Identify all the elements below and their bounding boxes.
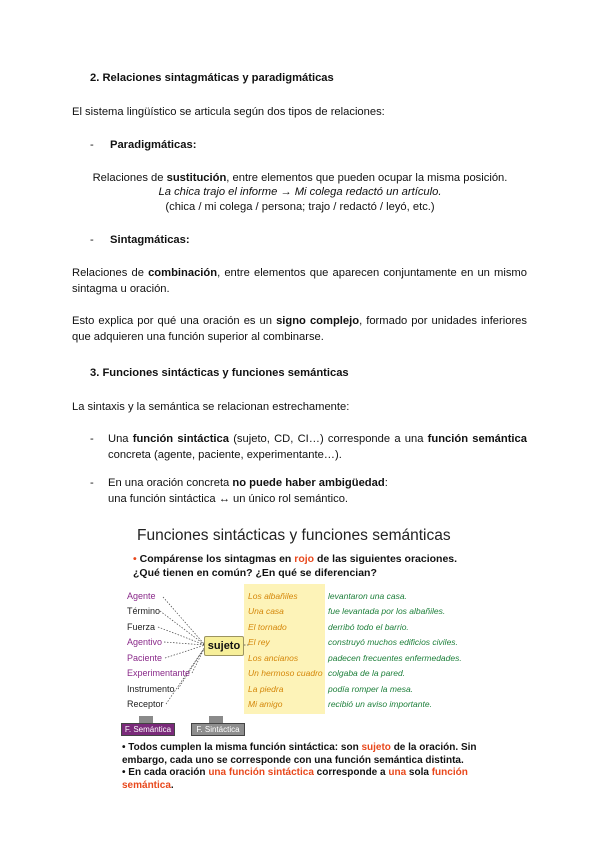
slide-question: • Compárense los sintagmas en rojo de las siguientes oraciones. ¿Qué tienen en común? ¿En qué se diferencian?: [133, 553, 458, 579]
paradigmatic-alternatives: (chica / mi colega / persona; trajo / redactó / leyó, etc.): [165, 201, 435, 213]
subject-phrase: Un hermoso cuadro: [248, 668, 323, 678]
section-3-intro: La sintaxis y la semántica se relacionan estrechamente:: [72, 401, 350, 413]
subject-phrase: Mi amigo: [248, 699, 283, 709]
paradigmatic-definition: Relaciones de sustitución, entre elementos que pueden ocupar la misma posición.: [92, 172, 508, 184]
subject-phrase: El tornado: [248, 622, 287, 632]
bullet-dash: -: [90, 234, 94, 246]
subject-phrase: Los ancianos: [248, 653, 299, 663]
role-label: Experimentante: [127, 668, 191, 678]
role-label: Agentivo: [127, 637, 163, 647]
subject-phrase: La piedra: [248, 684, 284, 694]
complex-sign-paragraph: Esto explica por qué una oración es un signo complejo, formado por unidades inferiores que adquieren una función superior al combinarse.: [72, 315, 527, 343]
subject-phrase: Una casa: [248, 606, 284, 616]
ambiguity-bullet: En una oración concreta no puede haber ambigüedad: una función sintáctica ↔ un único rol semántico.: [108, 477, 388, 505]
subject-phrase: El rey: [248, 637, 270, 647]
semantic-function-tab: F. Semántica: [121, 716, 175, 736]
predicate-phrase: fue levantada por los albañiles.: [328, 606, 446, 616]
paradigmatic-example: La chica trajo el informe → Mi colega redactó un artículo.: [158, 186, 442, 198]
section-2-intro: El sistema lingüístico se articula según dos tipos de relaciones:: [72, 106, 385, 118]
syntagmatic-label: Sintagmáticas:: [110, 234, 190, 246]
role-label: Instrumento: [127, 684, 175, 694]
predicate-phrase: construyó muchos edificios civiles.: [328, 637, 458, 647]
role-label: Fuerza: [127, 622, 156, 632]
role-label: Receptor: [127, 699, 164, 709]
role-label: Agente: [127, 591, 156, 601]
predicate-phrase: levantaron una casa.: [328, 591, 407, 601]
predicate-phrase: colgaba de la pared.: [328, 668, 406, 678]
predicate-phrase: padecen frecuentes enfermedades.: [328, 653, 462, 663]
bullet-dash: -: [90, 139, 94, 151]
section-3-heading: 3. Funciones sintácticas y funciones semánticas: [90, 367, 349, 379]
syntagmatic-definition: Relaciones de combinación, entre elementos que aparecen conjuntamente en un mismo sintagma u oración.: [72, 267, 527, 295]
bullet-dash: -: [90, 477, 94, 489]
subject-phrase: Los albañiles: [248, 591, 298, 601]
syntactic-semantic-bullet: Una función sintáctica (sujeto, CD, CI…) corresponde a una función semántica concreta (agente, paciente, experimentante…).: [108, 433, 527, 461]
role-label: Término: [127, 606, 161, 616]
bullet-dash: -: [90, 433, 94, 445]
syntactic-function-tab: F. Sintáctica: [191, 716, 245, 736]
predicate-phrase: recibió un aviso importante.: [328, 699, 432, 709]
predicate-phrase: derribó todo el barrio.: [328, 622, 409, 632]
subject-function-box: sujeto: [204, 636, 244, 656]
slide-title: Funciones sintácticas y funciones semánticas: [137, 527, 451, 544]
slide-conclusions: • Todos cumplen la misma función sintáctica: son sujeto de la oración. Sin embargo, cada uno se corresponde con una función semántica distinta. • En cada oración una función sintáctica corresponde a una sola función semántica.: [122, 742, 477, 791]
predicate-phrase: podía romper la mesa.: [328, 684, 414, 694]
role-label: Paciente: [127, 653, 163, 663]
paradigmatic-label: Paradigmáticas:: [110, 139, 197, 151]
section-2-heading: 2. Relaciones sintagmáticas y paradigmáticas: [90, 72, 334, 84]
